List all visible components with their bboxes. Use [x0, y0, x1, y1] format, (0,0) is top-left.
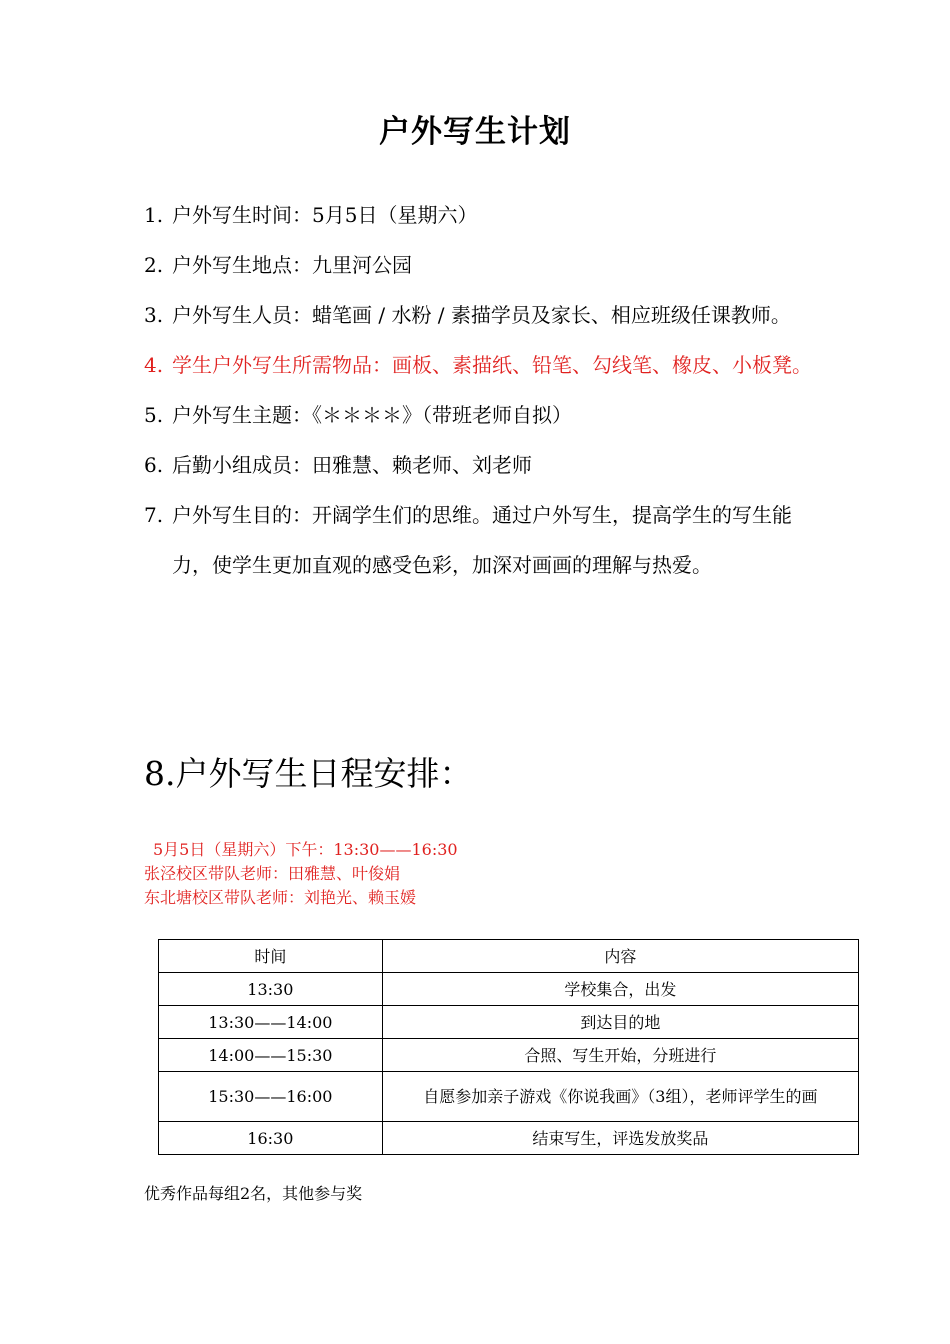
table-header-row — [159, 940, 859, 973]
table-cell-content: 结束写生，评选发放奖品 — [382, 1122, 858, 1155]
plan-item-number: 7. — [144, 503, 164, 527]
table-row — [159, 1072, 859, 1122]
table-row — [159, 1122, 859, 1155]
table-row — [159, 1006, 859, 1039]
plan-item-text: 后勤小组成员：田雅慧、赖老师、刘老师 — [172, 453, 532, 477]
award-note: 优秀作品每组2名，其他参与奖 — [144, 1184, 363, 1203]
zhangjing-teachers: 张泾校区带队老师：田雅慧、叶俊娟 — [144, 864, 401, 883]
table-cell-time: 16:30 — [159, 1122, 383, 1155]
table-row — [159, 973, 859, 1006]
plan-list — [144, 190, 824, 590]
plan-item-theme — [144, 390, 824, 440]
schedule-time-line: 5月5日（星期六）下午：13:30——16:30 — [153, 840, 458, 859]
plan-item-number: 5. — [144, 403, 164, 427]
plan-item-supplies — [144, 340, 824, 390]
table-cell-time: 13:30——14:00 — [159, 1006, 383, 1039]
plan-item-number: 6. — [144, 453, 164, 477]
table-cell-time: 14:00——15:30 — [159, 1039, 383, 1072]
table-header-content: 内容 — [382, 940, 858, 973]
document-title: 户外写生计划 — [379, 114, 571, 150]
plan-item-text: 户外写生人员：蜡笔画 / 水粉 / 素描学员及家长、相应班级任课教师。 — [172, 303, 791, 327]
table-cell-time: 15:30——16:00 — [159, 1072, 383, 1122]
plan-item-number: 2. — [144, 253, 164, 277]
plan-item-text: 户外写生地点：九里河公园 — [172, 253, 412, 277]
plan-item-location — [144, 240, 824, 290]
plan-item-number: 3. — [144, 303, 164, 327]
table-cell-content: 到达目的地 — [382, 1006, 858, 1039]
table-header-time: 时间 — [159, 940, 383, 973]
dongbeitang-teachers: 东北塘校区带队老师：刘艳光、赖玉媛 — [144, 888, 417, 907]
schedule-heading: 8.户外写生日程安排： — [144, 754, 473, 793]
plan-item-time — [144, 190, 824, 240]
table-cell-time: 13:30 — [159, 973, 383, 1006]
table-row — [159, 1039, 859, 1072]
table-cell-content: 自愿参加亲子游戏《你说我画》（3组），老师评学生的画 — [382, 1072, 858, 1122]
plan-item-text: 户外写生目的：开阔学生们的思维。通过户外写生，提高学生的写生能力，使学生更加直观的感受色彩，加深对画画的理解与热爱。 — [172, 503, 792, 577]
schedule-table — [158, 939, 859, 1155]
plan-item-participants — [144, 290, 824, 340]
table-cell-content: 合照、写生开始，分班进行 — [382, 1039, 858, 1072]
plan-item-purpose — [144, 490, 824, 590]
plan-item-text: 学生户外写生所需物品：画板、素描纸、铅笔、勾线笔、橡皮、小板凳。 — [172, 353, 812, 377]
table-cell-content: 学校集合，出发 — [382, 973, 858, 1006]
plan-item-number: 4. — [144, 353, 164, 377]
plan-item-logistics — [144, 440, 824, 490]
plan-item-text: 户外写生时间：5月5日（星期六） — [172, 203, 478, 227]
plan-item-text: 户外写生主题：《＊＊＊＊》（带班老师自拟） — [172, 403, 572, 427]
plan-item-number: 1. — [144, 203, 164, 227]
schedule-notes — [144, 838, 458, 910]
